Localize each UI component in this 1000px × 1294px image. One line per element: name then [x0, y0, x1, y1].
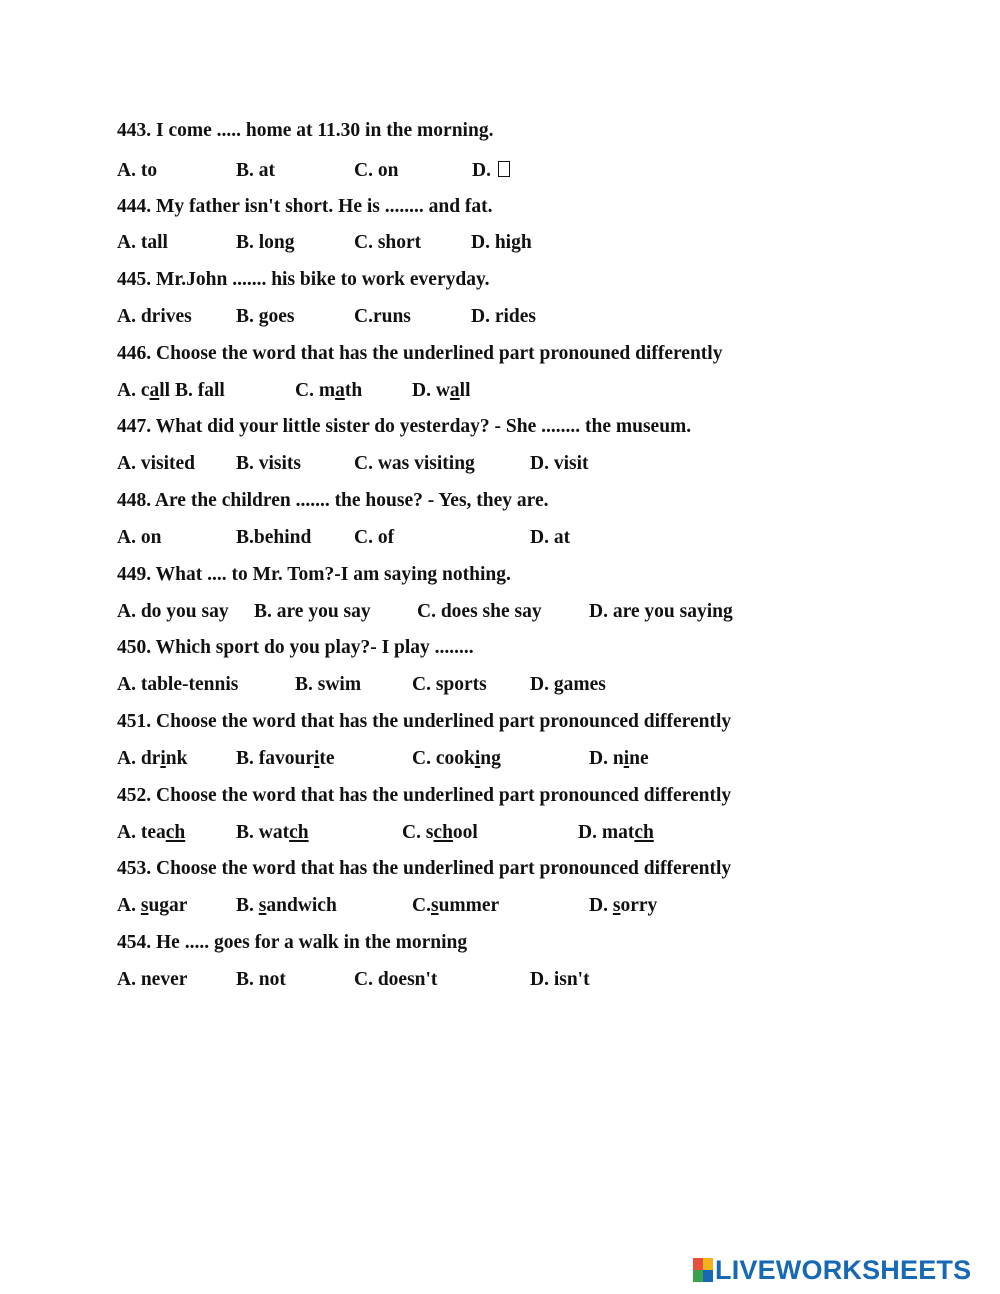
question-443: 443. I come ..... home at 11.30 in the morning.: [117, 120, 494, 141]
answer-option: [530, 968, 590, 992]
answer-option: [117, 673, 238, 697]
option-text: B. are you say: [254, 601, 371, 622]
answer-option: [530, 673, 606, 697]
underlined-letters: ch: [433, 822, 453, 843]
option-text: A. tall: [117, 232, 168, 253]
option-text: D. rides: [471, 306, 536, 327]
answer-option: [117, 526, 161, 550]
answer-option: [417, 600, 542, 624]
brand-text: LIVEWORKSHEETS: [715, 1254, 972, 1285]
underlined-letters: ch: [165, 822, 186, 843]
option-text: A. do you say: [117, 601, 229, 622]
answer-option: [354, 231, 421, 255]
answer-option: [236, 968, 286, 992]
answer-option: [471, 305, 536, 329]
option-text: D. isn't: [530, 969, 590, 990]
answer-option: [236, 526, 311, 550]
underlined-letters: a: [149, 380, 160, 401]
option-text: A. drives: [117, 306, 192, 327]
option-text: C. on: [354, 160, 399, 181]
question-454: 454. He ..... goes for a walk in the morning: [117, 932, 468, 953]
answer-option: [472, 159, 510, 183]
option-text: B. not: [236, 969, 286, 990]
answer-option: D. match: [578, 822, 654, 843]
answer-option: C. cooking: [412, 748, 501, 769]
answer-option: [117, 968, 187, 992]
option-text: A. table-tennis: [117, 674, 239, 695]
underlined-letters: s: [430, 895, 439, 916]
question-447: 447. What did your little sister do yesterday? - She ........ the museum.: [117, 416, 692, 437]
answer-option: C. math: [295, 380, 363, 401]
option-text: B. swim: [295, 674, 362, 695]
option-text: D. at: [530, 527, 571, 548]
underlined-letters: ch: [289, 822, 309, 843]
option-text: C.runs: [354, 306, 411, 327]
answer-option: [117, 159, 157, 183]
question-446: 446. Choose the word that has the underlined part pronouned differently: [117, 343, 723, 364]
answer-option: [117, 305, 192, 329]
liveworksheets-logo-icon: [693, 1258, 713, 1282]
answer-option: [236, 305, 295, 329]
option-text: C. was visiting: [354, 453, 475, 474]
answer-option: A. sugar: [117, 895, 188, 916]
underlined-letters: ch: [634, 822, 654, 843]
answer-option: [295, 673, 361, 697]
question-453: 453. Choose the word that has the underlined part pronounced differently: [117, 858, 732, 879]
answer-option: [354, 159, 398, 183]
answer-option: D. nine: [589, 748, 649, 769]
option-text: C. short: [354, 232, 422, 253]
option-text: D.: [472, 160, 496, 181]
answer-option: [471, 231, 532, 255]
answer-option: [236, 159, 275, 183]
answer-option: [589, 600, 733, 624]
missing-glyph-icon: [498, 161, 510, 177]
answer-option: B. sandwich: [236, 895, 337, 916]
option-text: D. games: [530, 674, 606, 695]
answer-option: A. call B. fall: [117, 380, 225, 401]
option-text: C. doesn't: [354, 969, 438, 990]
option-text: D. high: [471, 232, 532, 253]
answer-option: [354, 526, 394, 550]
option-text: B. visits: [236, 453, 302, 474]
answer-option: B. watch: [236, 822, 309, 843]
answer-option: [354, 452, 475, 476]
underlined-letters: s: [612, 895, 621, 916]
underlined-letters: s: [140, 895, 149, 916]
answer-option: [117, 231, 168, 255]
question-451: 451. Choose the word that has the underlined part pronounced differently: [117, 711, 732, 732]
question-448: 448. Are the children ....... the house? - Yes, they are.: [117, 490, 549, 511]
answer-option: [530, 526, 570, 550]
answer-option: [236, 452, 301, 476]
underlined-letters: s: [258, 895, 267, 916]
option-text: A. on: [117, 527, 162, 548]
option-text: A. visited: [117, 453, 195, 474]
option-text: C. sports: [412, 674, 487, 695]
answer-option: A. drink: [117, 748, 188, 769]
underlined-letters: i: [160, 748, 166, 769]
answer-option: [354, 305, 411, 329]
answer-option: D. sorry: [589, 895, 658, 916]
answer-option: [236, 231, 295, 255]
underlined-letters: i: [623, 748, 630, 769]
option-text: A. never: [117, 969, 188, 990]
answer-option: C.summer: [412, 895, 500, 916]
question-450: 450. Which sport do you play?- I play ........: [117, 637, 474, 658]
question-452: 452. Choose the word that has the underlined part pronounced differently: [117, 785, 732, 806]
question-449: 449. What .... to Mr. Tom?-I am saying nothing.: [117, 564, 511, 585]
answer-option: [117, 452, 195, 476]
answer-option: [354, 968, 437, 992]
answer-option: D. wall: [412, 380, 471, 401]
underlined-letters: i: [314, 748, 320, 769]
underlined-letters: a: [335, 380, 345, 401]
answer-option: C. school: [402, 822, 478, 843]
answer-option: [412, 673, 487, 697]
option-text: B.behind: [236, 527, 312, 548]
liveworksheets-brand: [693, 1256, 971, 1284]
option-text: C. of: [354, 527, 395, 548]
question-445: 445. Mr.John ....... his bike to work everyday.: [117, 269, 490, 290]
option-text: D. are you saying: [589, 601, 733, 622]
option-text: A. to: [117, 160, 158, 181]
answer-option: [530, 452, 589, 476]
option-text: B. goes: [236, 306, 295, 327]
option-text: B. long: [236, 232, 295, 253]
answer-option: A. teach: [117, 822, 186, 843]
answer-option: B. favourite: [236, 748, 335, 769]
option-text: C. does she say: [417, 601, 542, 622]
answer-option: [117, 600, 229, 624]
question-444: 444. My father isn't short. He is ........ and fat.: [117, 196, 493, 217]
option-text: D. visit: [530, 453, 589, 474]
answer-option: [254, 600, 371, 624]
underlined-letters: a: [449, 380, 460, 401]
underlined-letters: i: [474, 748, 481, 769]
option-text: B. at: [236, 160, 275, 181]
